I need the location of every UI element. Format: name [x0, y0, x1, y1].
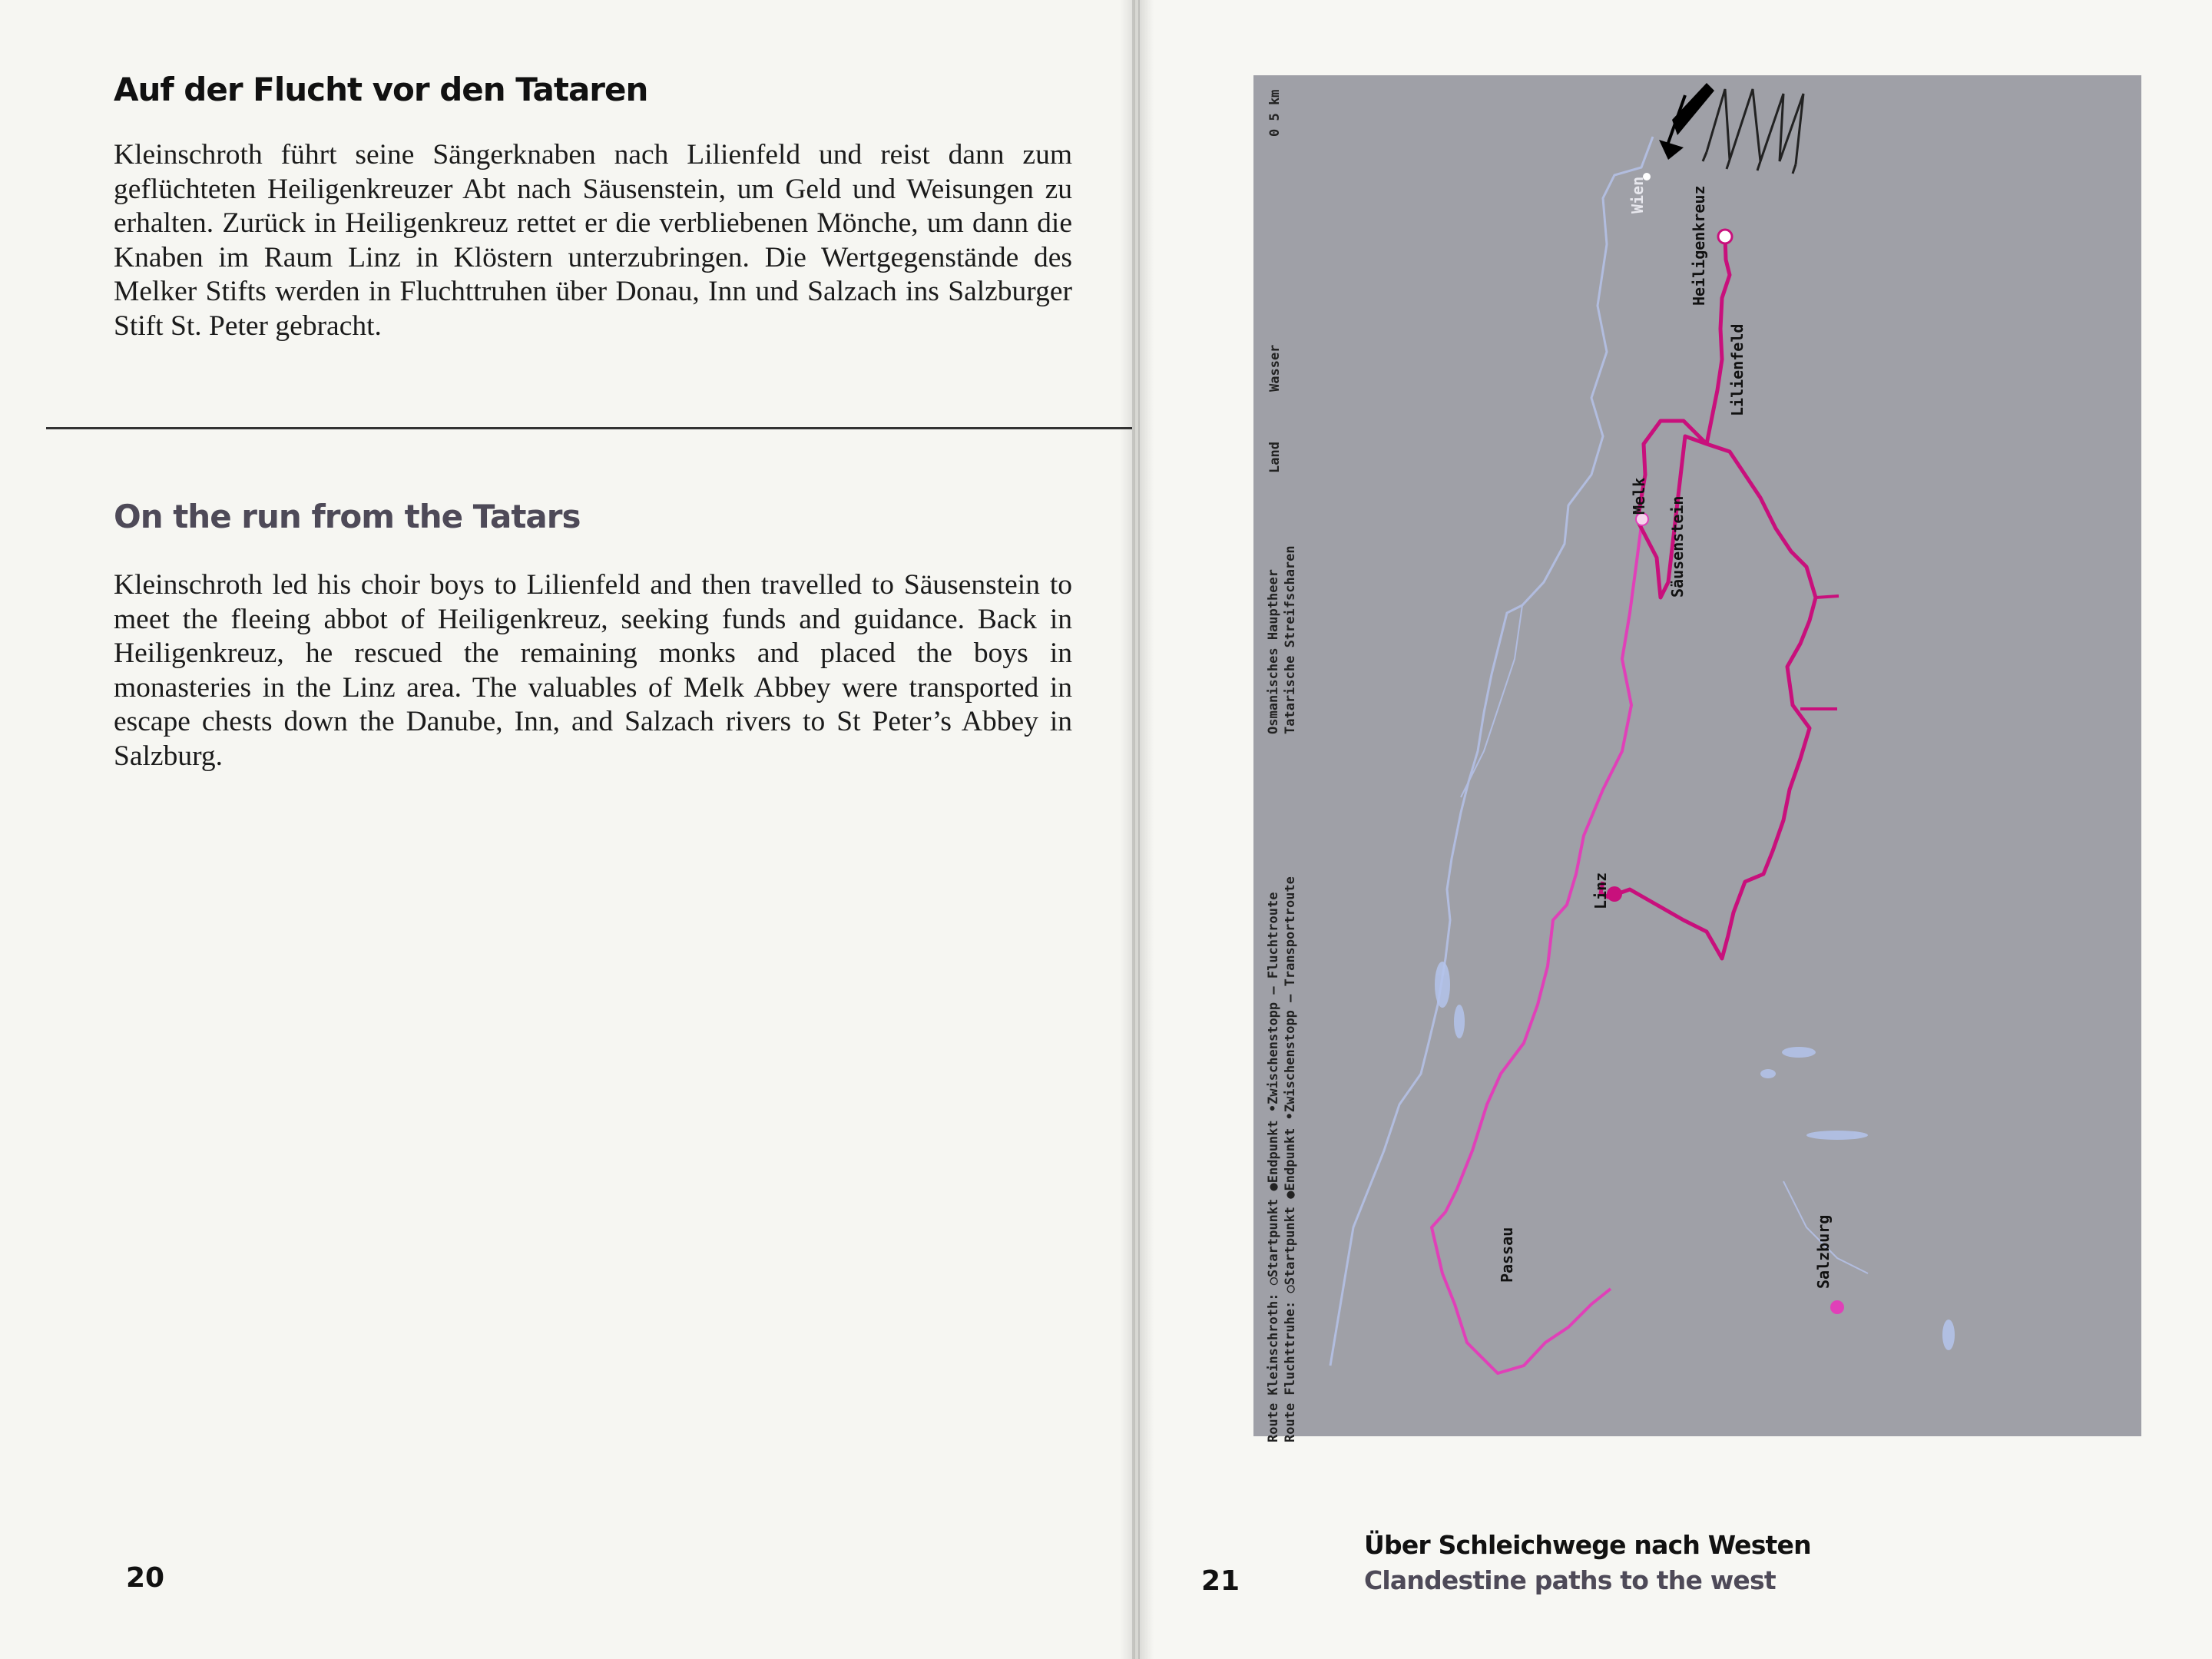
- rivers: [1330, 137, 1868, 1366]
- lake: [1782, 1047, 1816, 1058]
- label-lilienfeld: Lilienfeld: [1728, 323, 1747, 416]
- label-salzburg: Salzburg: [1814, 1214, 1833, 1289]
- body-english: Kleinschroth led his choir boys to Lilienfeld and then travelled to Säusenstein to meet the fleeing abbot of Heiligenkreuz, seeking funds and guidance. Back in Heiligenkreuz, he rescued the remaining monks and placed the boys in monasteries in the Linz area. The valuables of Melk Abbey were transported in escape chests down the Danube, Inn, and Salzach rivers to St Peter’s Abbey in Salzburg.: [114, 569, 1072, 772]
- lake: [1942, 1320, 1955, 1350]
- label-linz: Linz: [1591, 872, 1610, 909]
- legend-ottoman-army: Osmanisches Hauptheer: [1266, 569, 1281, 734]
- legend-water: Wasser: [1267, 344, 1283, 392]
- page-number-right: 21: [1201, 1565, 1240, 1597]
- gutter-shadow-left: [1120, 0, 1135, 1659]
- heiligenkreuz-start-point: [1718, 230, 1732, 243]
- caption-german: Über Schleichwege nach Westen: [1364, 1530, 1811, 1560]
- melk-start-point: [1636, 513, 1648, 525]
- legend-route-kleinschroth: Route Kleinschroth: ○Startpunkt ●Endpunkt •Zwischenstopp — Fluchtroute: [1266, 892, 1281, 1442]
- tatar-raid-arrows: [1707, 89, 1803, 164]
- tributary: [1461, 605, 1522, 797]
- map-scale: 0 5 km: [1267, 89, 1283, 137]
- legend-land: Land: [1267, 442, 1283, 473]
- ottoman-army-arrowhead: [1659, 140, 1684, 160]
- gutter-shadow-right: [1138, 0, 1154, 1659]
- lake: [1806, 1131, 1868, 1140]
- legend-route-fluchttruhe: Route Fluchttruhe: ○Startpunkt ●Endpunkt •Zwischenstopp — Transportroute: [1283, 876, 1298, 1442]
- legend-tatar-raiders: Tatarische Streifscharen: [1283, 545, 1298, 734]
- transport-route: [1432, 519, 1642, 1373]
- danube-river: [1330, 137, 1653, 1366]
- lake: [1435, 962, 1450, 1008]
- lake: [1454, 1005, 1465, 1038]
- ottoman-army-arrow-body: [1672, 83, 1714, 135]
- route-map: [1253, 75, 2141, 1442]
- section-divider: [46, 427, 1135, 429]
- label-heiligenkreuz: Heiligenkreuz: [1690, 185, 1708, 306]
- heading-german: Auf der Flucht vor den Tataren: [114, 71, 648, 108]
- lakes: [1435, 962, 1955, 1350]
- label-passau: Passau: [1498, 1227, 1516, 1283]
- flight-route-branch: [1800, 596, 1839, 709]
- lake: [1760, 1069, 1776, 1078]
- body-german: Kleinschroth führt seine Sängerknaben nach Lilienfeld und reist dann zum geflüchteten Heiligenkreuzer Abt nach Säusenstein, um Geld und Weisungen zu erhalten. Zurück in Heiligenkreuz rettet er die verbliebenen Mönche, um dann die Knaben im Raum Linz in Klöstern unterzubringen. Die Wertgegenstände des Melker Stifts werden in Fluchttruhen über Donau, Inn und Salzach ins Salzburger Stift St. Peter gebracht.: [114, 139, 1072, 342]
- salzburg-end-point: [1830, 1300, 1844, 1314]
- caption-english: Clandestine paths to the west: [1364, 1565, 1776, 1595]
- label-saeusenstein: Säusenstein: [1668, 495, 1687, 598]
- heading-english: On the run from the Tatars: [114, 498, 581, 535]
- page-number-left: 20: [126, 1562, 165, 1594]
- label-wien: Wien: [1628, 176, 1647, 214]
- label-melk: Melk: [1630, 477, 1648, 515]
